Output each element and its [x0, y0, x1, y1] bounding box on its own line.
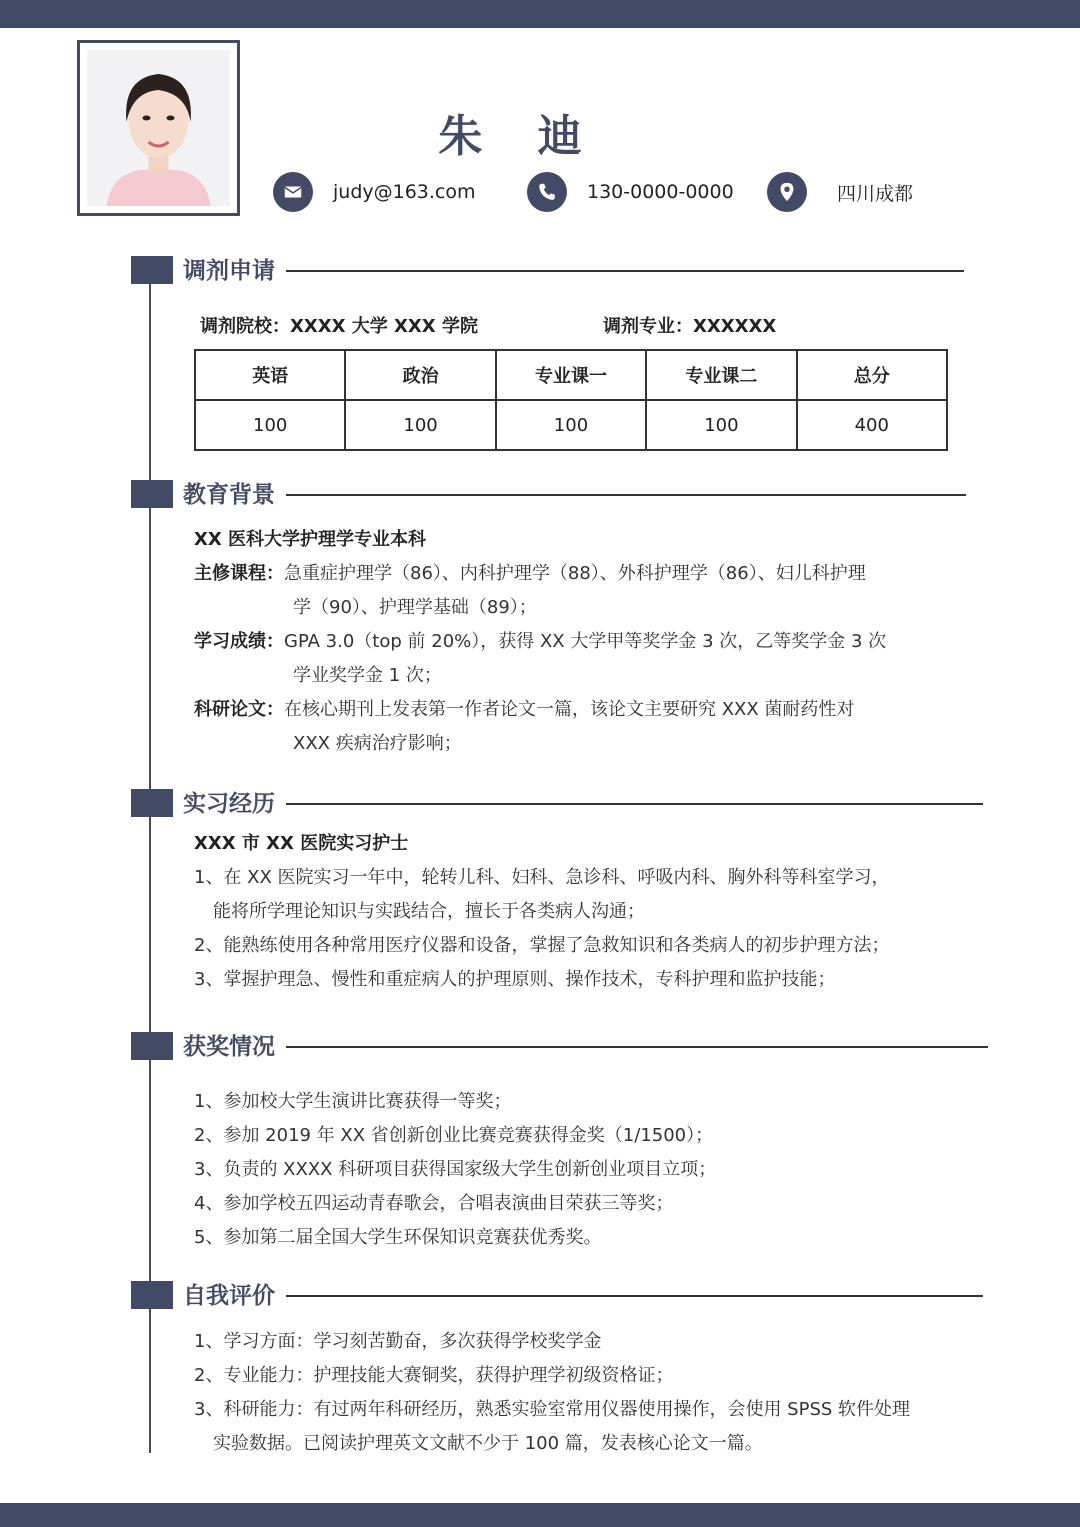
award-item: 2、参加 2019 年 XX 省创新创业比赛竞赛获得金奖（1/1500）； — [194, 1125, 714, 1146]
contact-location — [767, 170, 913, 214]
internship-item-2: 2、能熟练使用各种常用医疗仪器和设备，掌握了急救知识和各类病人的初步护理方法； — [194, 935, 890, 956]
adjust-major-label: 调剂专业： — [603, 316, 693, 337]
bottom-decorative-bar — [0, 1503, 1080, 1527]
self-eval-item-2: 2、专业能力：护理技能大赛铜奖，获得护理学初级资格证； — [194, 1365, 674, 1386]
grades-label: 学习成绩： — [194, 631, 284, 652]
courses-label: 主修课程： — [194, 563, 284, 584]
courses-line1: 急重症护理学（86）、内科护理学（88）、外科护理学（86）、妇儿科护理 — [284, 563, 866, 584]
research-label: 科研论文： — [194, 699, 284, 720]
section-marker — [131, 1032, 173, 1060]
score-value-cell: 400 — [797, 400, 947, 450]
timeline-line — [149, 258, 151, 1453]
award-item: 1、参加校大学生演讲比赛获得一等奖； — [194, 1091, 512, 1112]
contact-email — [273, 170, 476, 214]
research-line1: 在核心期刊上发表第一作者论文一篇，该论文主要研究 XXX 菌耐药性对 — [284, 699, 855, 720]
score-header-cell: 专业课一 — [496, 350, 646, 400]
adjust-school — [200, 310, 478, 344]
internship-item-3: 3、掌握护理急、慢性和重症病人的护理原则、操作技术，专科护理和监护技能； — [194, 969, 836, 990]
section-marker — [131, 1281, 173, 1309]
self-eval-item-3: 3、科研能力：有过两年科研经历，熟悉实验室常用仪器使用操作，会使用 SPSS 软件处理 — [194, 1399, 911, 1420]
section-marker — [131, 256, 173, 284]
award-item: 4、参加学校五四运动青春歌会，合唱表演曲目荣获三等奖； — [194, 1193, 674, 1214]
education-school: XX 医科大学护理学专业本科 — [194, 529, 427, 550]
internship-item-1: 1、在 XX 医院实习一年中，轮转儿科、妇科、急诊科、呼吸内科、胸外科等科室学习， — [194, 867, 890, 888]
contact-phone — [527, 170, 734, 214]
location-pin-icon — [767, 172, 807, 212]
score-table-value-row — [195, 400, 947, 450]
grades-line2: 学业奖学金 1 次； — [293, 665, 442, 686]
score-table — [194, 349, 948, 451]
education-courses — [194, 557, 866, 591]
score-header-cell: 专业课二 — [646, 350, 796, 400]
score-value-cell: 100 — [345, 400, 495, 450]
score-header-cell: 政治 — [345, 350, 495, 400]
education-grades — [194, 625, 886, 659]
internship-item-1-cont: 能将所学理论知识与实践结合，擅长于各类病人沟通； — [213, 901, 645, 922]
award-item: 5、参加第二届全国大学生环保知识竞赛获优秀奖。 — [194, 1227, 602, 1248]
award-item: 3、负责的 XXXX 科研项目获得国家级大学生创新创业项目立项； — [194, 1159, 717, 1180]
courses-line2: 学（90）、护理学基础（89）； — [293, 597, 537, 618]
self-eval-item-1: 1、学习方面：学习刻苦勤奋，多次获得学校奖学金 — [194, 1331, 602, 1352]
adjust-major — [603, 310, 776, 344]
section-title: 获奖情况 — [183, 1034, 275, 1060]
score-value-cell: 100 — [195, 400, 345, 450]
adjust-major-value: XXXXXX — [693, 316, 777, 337]
section-rule — [286, 270, 964, 272]
candidate-name: 朱 迪 — [438, 111, 602, 162]
phone-icon — [527, 172, 567, 212]
location-text: 四川成都 — [837, 182, 914, 205]
phone-text: 130-0000-0000 — [587, 181, 734, 203]
section-title: 调剂申请 — [183, 258, 275, 284]
section-title: 实习经历 — [183, 791, 275, 817]
section-title: 自我评价 — [183, 1283, 275, 1309]
section-title: 教育背景 — [183, 482, 275, 508]
score-value-cell: 100 — [646, 400, 796, 450]
research-line2: XXX 疾病治疗影响； — [293, 733, 462, 754]
internship-role: XXX 市 XX 医院实习护士 — [194, 833, 409, 854]
top-decorative-bar — [0, 0, 1080, 28]
score-header-cell: 总分 — [797, 350, 947, 400]
profile-photo — [87, 50, 230, 206]
section-rule — [286, 1295, 983, 1297]
section-marker — [131, 789, 173, 817]
section-rule — [286, 1046, 988, 1048]
adjust-school-value: XXXX 大学 XXX 学院 — [290, 316, 478, 337]
envelope-icon — [273, 172, 313, 212]
score-table-header-row — [195, 350, 947, 400]
education-research — [194, 693, 854, 727]
self-eval-item-3-cont: 实验数据。已阅读护理英文文献不少于 100 篇，发表核心论文一篇。 — [213, 1433, 763, 1454]
section-marker — [131, 480, 173, 508]
section-rule — [286, 494, 966, 496]
adjust-school-label: 调剂院校： — [200, 316, 290, 337]
score-header-cell: 英语 — [195, 350, 345, 400]
profile-photo-frame — [77, 40, 240, 216]
section-rule — [286, 803, 983, 805]
email-text: judy@163.com — [333, 181, 476, 203]
score-value-cell: 100 — [496, 400, 646, 450]
grades-line1: GPA 3.0（top 前 20%），获得 XX 大学甲等奖学金 3 次，乙等奖学金 3 次 — [284, 631, 887, 652]
